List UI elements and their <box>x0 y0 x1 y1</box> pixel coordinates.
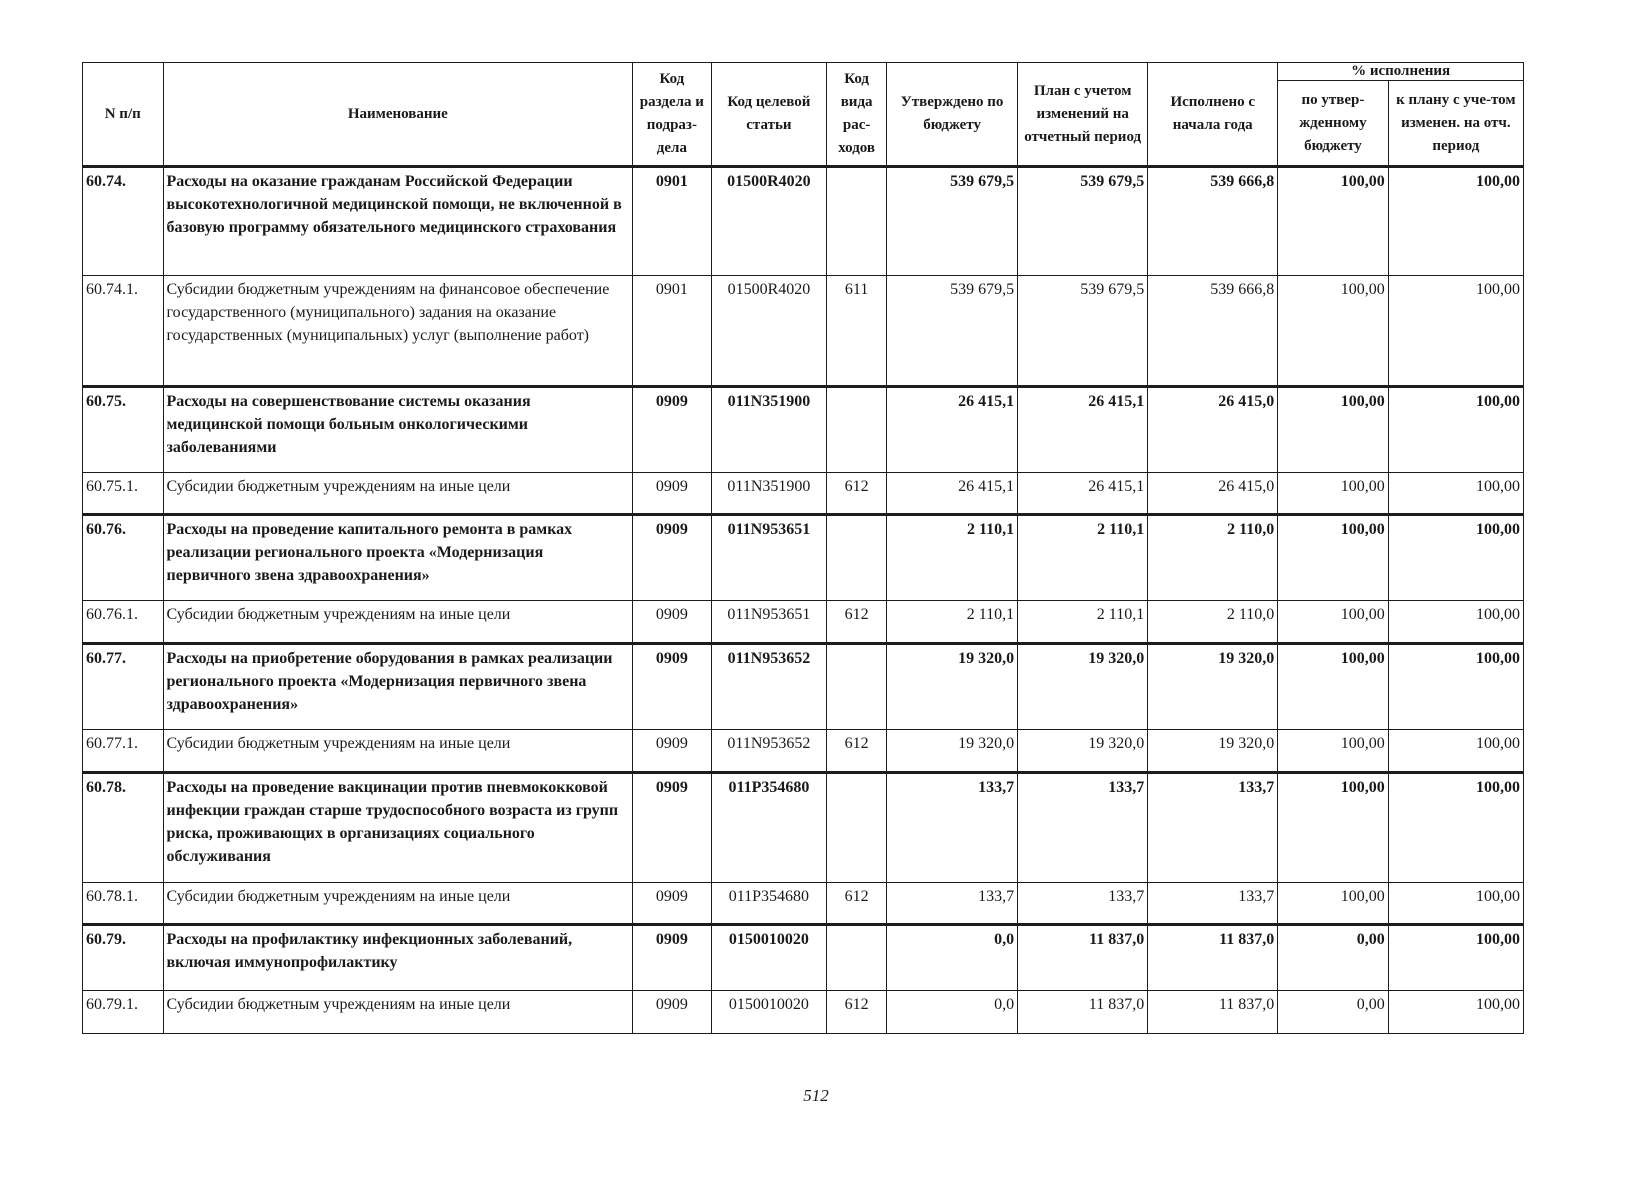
table-row <box>83 276 1524 387</box>
row-plan: 133,7 <box>1018 773 1148 883</box>
table-header-row <box>83 63 1524 81</box>
row-plan: 2 110,1 <box>1018 515 1148 601</box>
row-plan: 2 110,1 <box>1018 601 1148 644</box>
header-pct-group: % исполнения <box>1278 63 1524 81</box>
row-name: Субсидии бюджетным учреждениям на иные цели <box>163 991 633 1034</box>
row-num: 60.75. <box>83 387 164 473</box>
row-num: 60.74.1. <box>83 276 164 387</box>
row-section-code: 0909 <box>633 515 711 601</box>
table-row <box>83 991 1524 1034</box>
row-target-code: 01500R4020 <box>711 276 827 387</box>
table-row <box>83 473 1524 515</box>
row-expense-type <box>827 773 887 883</box>
table-row <box>83 730 1524 773</box>
row-pct-plan: 100,00 <box>1388 644 1523 730</box>
table-row <box>83 601 1524 644</box>
budget-execution-table <box>82 62 1524 1034</box>
row-executed: 11 837,0 <box>1148 925 1278 991</box>
row-section-code: 0909 <box>633 644 711 730</box>
row-name: Субсидии бюджетным учреждениям на иные цели <box>163 883 633 925</box>
row-pct-plan: 100,00 <box>1388 925 1523 991</box>
row-plan: 11 837,0 <box>1018 925 1148 991</box>
row-name: Субсидии бюджетным учреждениям на иные цели <box>163 601 633 644</box>
header-num: N п/п <box>83 63 164 167</box>
row-pct-approved: 100,00 <box>1278 515 1388 601</box>
row-plan: 11 837,0 <box>1018 991 1148 1034</box>
row-approved: 133,7 <box>887 773 1018 883</box>
row-name: Субсидии бюджетным учреждениям на иные цели <box>163 730 633 773</box>
row-executed: 26 415,0 <box>1148 387 1278 473</box>
row-pct-approved: 100,00 <box>1278 167 1388 276</box>
row-target-code: 011N351900 <box>711 473 827 515</box>
row-executed: 2 110,0 <box>1148 601 1278 644</box>
row-expense-type: 612 <box>827 730 887 773</box>
row-expense-type: 612 <box>827 473 887 515</box>
table-row <box>83 925 1524 991</box>
table-row <box>83 883 1524 925</box>
row-num: 60.74. <box>83 167 164 276</box>
row-section-code: 0901 <box>633 276 711 387</box>
row-expense-type: 612 <box>827 883 887 925</box>
row-pct-plan: 100,00 <box>1388 601 1523 644</box>
row-pct-plan: 100,00 <box>1388 276 1523 387</box>
row-section-code: 0909 <box>633 925 711 991</box>
row-section-code: 0909 <box>633 883 711 925</box>
table-row <box>83 515 1524 601</box>
row-approved: 133,7 <box>887 883 1018 925</box>
row-expense-type: 611 <box>827 276 887 387</box>
row-approved: 0,0 <box>887 925 1018 991</box>
row-num: 60.78. <box>83 773 164 883</box>
row-num: 60.79. <box>83 925 164 991</box>
row-name: Субсидии бюджетным учреждениям на финансовое обеспечение государственного (муниципального) задания на оказание государственных (муниципальных) услуг (выполнение работ) <box>163 276 633 387</box>
row-executed: 19 320,0 <box>1148 730 1278 773</box>
row-section-code: 0909 <box>633 601 711 644</box>
row-approved: 19 320,0 <box>887 644 1018 730</box>
row-pct-approved: 100,00 <box>1278 773 1388 883</box>
row-section-code: 0909 <box>633 473 711 515</box>
row-num: 60.76.1. <box>83 601 164 644</box>
row-pct-approved: 0,00 <box>1278 925 1388 991</box>
row-plan: 26 415,1 <box>1018 473 1148 515</box>
header-executed: Исполнено с начала года <box>1148 63 1278 167</box>
row-pct-plan: 100,00 <box>1388 883 1523 925</box>
row-pct-approved: 100,00 <box>1278 644 1388 730</box>
row-section-code: 0909 <box>633 773 711 883</box>
row-executed: 133,7 <box>1148 773 1278 883</box>
row-section-code: 0901 <box>633 167 711 276</box>
row-pct-plan: 100,00 <box>1388 515 1523 601</box>
row-expense-type <box>827 644 887 730</box>
row-pct-plan: 100,00 <box>1388 991 1523 1034</box>
row-expense-type <box>827 515 887 601</box>
row-approved: 26 415,1 <box>887 473 1018 515</box>
row-section-code: 0909 <box>633 730 711 773</box>
page-number: 512 <box>803 1086 829 1105</box>
row-approved: 19 320,0 <box>887 730 1018 773</box>
row-plan: 19 320,0 <box>1018 730 1148 773</box>
row-pct-approved: 100,00 <box>1278 601 1388 644</box>
table-body <box>83 167 1524 1034</box>
row-executed: 26 415,0 <box>1148 473 1278 515</box>
row-plan: 19 320,0 <box>1018 644 1148 730</box>
row-plan: 133,7 <box>1018 883 1148 925</box>
row-num: 60.75.1. <box>83 473 164 515</box>
row-num: 60.76. <box>83 515 164 601</box>
table-row <box>83 773 1524 883</box>
row-expense-type: 612 <box>827 991 887 1034</box>
row-name: Расходы на проведение вакцинации против пневмококковой инфекции граждан старше трудоспособного возраста из групп риска, проживающих в организациях социального обслуживания <box>163 773 633 883</box>
row-name: Расходы на совершенствование системы оказания медицинской помощи больным онкологическими заболеваниями <box>163 387 633 473</box>
row-target-code: 0150010020 <box>711 925 827 991</box>
header-plan: План с учетом изменений на отчетный период <box>1018 63 1148 167</box>
row-target-code: 011N953651 <box>711 515 827 601</box>
row-pct-plan: 100,00 <box>1388 473 1523 515</box>
row-expense-type <box>827 167 887 276</box>
row-target-code: 011N351900 <box>711 387 827 473</box>
row-approved: 2 110,1 <box>887 601 1018 644</box>
row-expense-type <box>827 925 887 991</box>
row-executed: 539 666,8 <box>1148 276 1278 387</box>
row-num: 60.78.1. <box>83 883 164 925</box>
header-approved: Утверждено по бюджету <box>887 63 1018 167</box>
header-pct-approved: по утвер-жденному бюджету <box>1278 81 1388 167</box>
row-target-code: 01500R4020 <box>711 167 827 276</box>
row-name: Расходы на проведение капитального ремонта в рамках реализации регионального проекта «Модернизация первичного звена здравоохранения» <box>163 515 633 601</box>
row-section-code: 0909 <box>633 387 711 473</box>
row-pct-approved: 100,00 <box>1278 276 1388 387</box>
row-num: 60.77.1. <box>83 730 164 773</box>
row-target-code: 0150010020 <box>711 991 827 1034</box>
row-expense-type: 612 <box>827 601 887 644</box>
row-target-code: 011P354680 <box>711 883 827 925</box>
row-plan: 539 679,5 <box>1018 276 1148 387</box>
row-pct-plan: 100,00 <box>1388 773 1523 883</box>
row-pct-approved: 100,00 <box>1278 883 1388 925</box>
row-approved: 0,0 <box>887 991 1018 1034</box>
row-pct-approved: 100,00 <box>1278 387 1388 473</box>
row-target-code: 011N953652 <box>711 730 827 773</box>
budget-document <box>82 62 1524 1034</box>
row-executed: 19 320,0 <box>1148 644 1278 730</box>
row-target-code: 011N953652 <box>711 644 827 730</box>
row-approved: 539 679,5 <box>887 276 1018 387</box>
row-approved: 2 110,1 <box>887 515 1018 601</box>
row-pct-approved: 100,00 <box>1278 730 1388 773</box>
row-target-code: 011P354680 <box>711 773 827 883</box>
row-pct-plan: 100,00 <box>1388 387 1523 473</box>
table-row <box>83 387 1524 473</box>
row-pct-plan: 100,00 <box>1388 167 1523 276</box>
row-name: Расходы на приобретение оборудования в рамках реализации регионального проекта «Модернизация первичного звена здравоохранения» <box>163 644 633 730</box>
row-approved: 539 679,5 <box>887 167 1018 276</box>
row-executed: 11 837,0 <box>1148 991 1278 1034</box>
row-num: 60.77. <box>83 644 164 730</box>
header-pct-plan: к плану с уче-том изменен. на отч. период <box>1388 81 1523 167</box>
table-row <box>83 644 1524 730</box>
row-plan: 539 679,5 <box>1018 167 1148 276</box>
table-row <box>83 167 1524 276</box>
row-executed: 539 666,8 <box>1148 167 1278 276</box>
row-pct-plan: 100,00 <box>1388 730 1523 773</box>
row-plan: 26 415,1 <box>1018 387 1148 473</box>
row-pct-approved: 0,00 <box>1278 991 1388 1034</box>
row-pct-approved: 100,00 <box>1278 473 1388 515</box>
row-expense-type <box>827 387 887 473</box>
row-approved: 26 415,1 <box>887 387 1018 473</box>
row-section-code: 0909 <box>633 991 711 1034</box>
row-executed: 2 110,0 <box>1148 515 1278 601</box>
row-name: Расходы на профилактику инфекционных заболеваний, включая иммунопрофилактику <box>163 925 633 991</box>
header-target-code: Код целевой статьи <box>711 63 827 167</box>
header-name: Наименование <box>163 63 633 167</box>
row-executed: 133,7 <box>1148 883 1278 925</box>
row-name: Субсидии бюджетным учреждениям на иные цели <box>163 473 633 515</box>
header-section-code: Код раздела и подраз-дела <box>633 63 711 167</box>
header-expense-type: Код вида рас-ходов <box>827 63 887 167</box>
row-num: 60.79.1. <box>83 991 164 1034</box>
row-target-code: 011N953651 <box>711 601 827 644</box>
row-name: Расходы на оказание гражданам Российской Федерации высокотехнологичной медицинской помощи, не включенной в базовую программу обязательного медицинского страхования <box>163 167 633 276</box>
